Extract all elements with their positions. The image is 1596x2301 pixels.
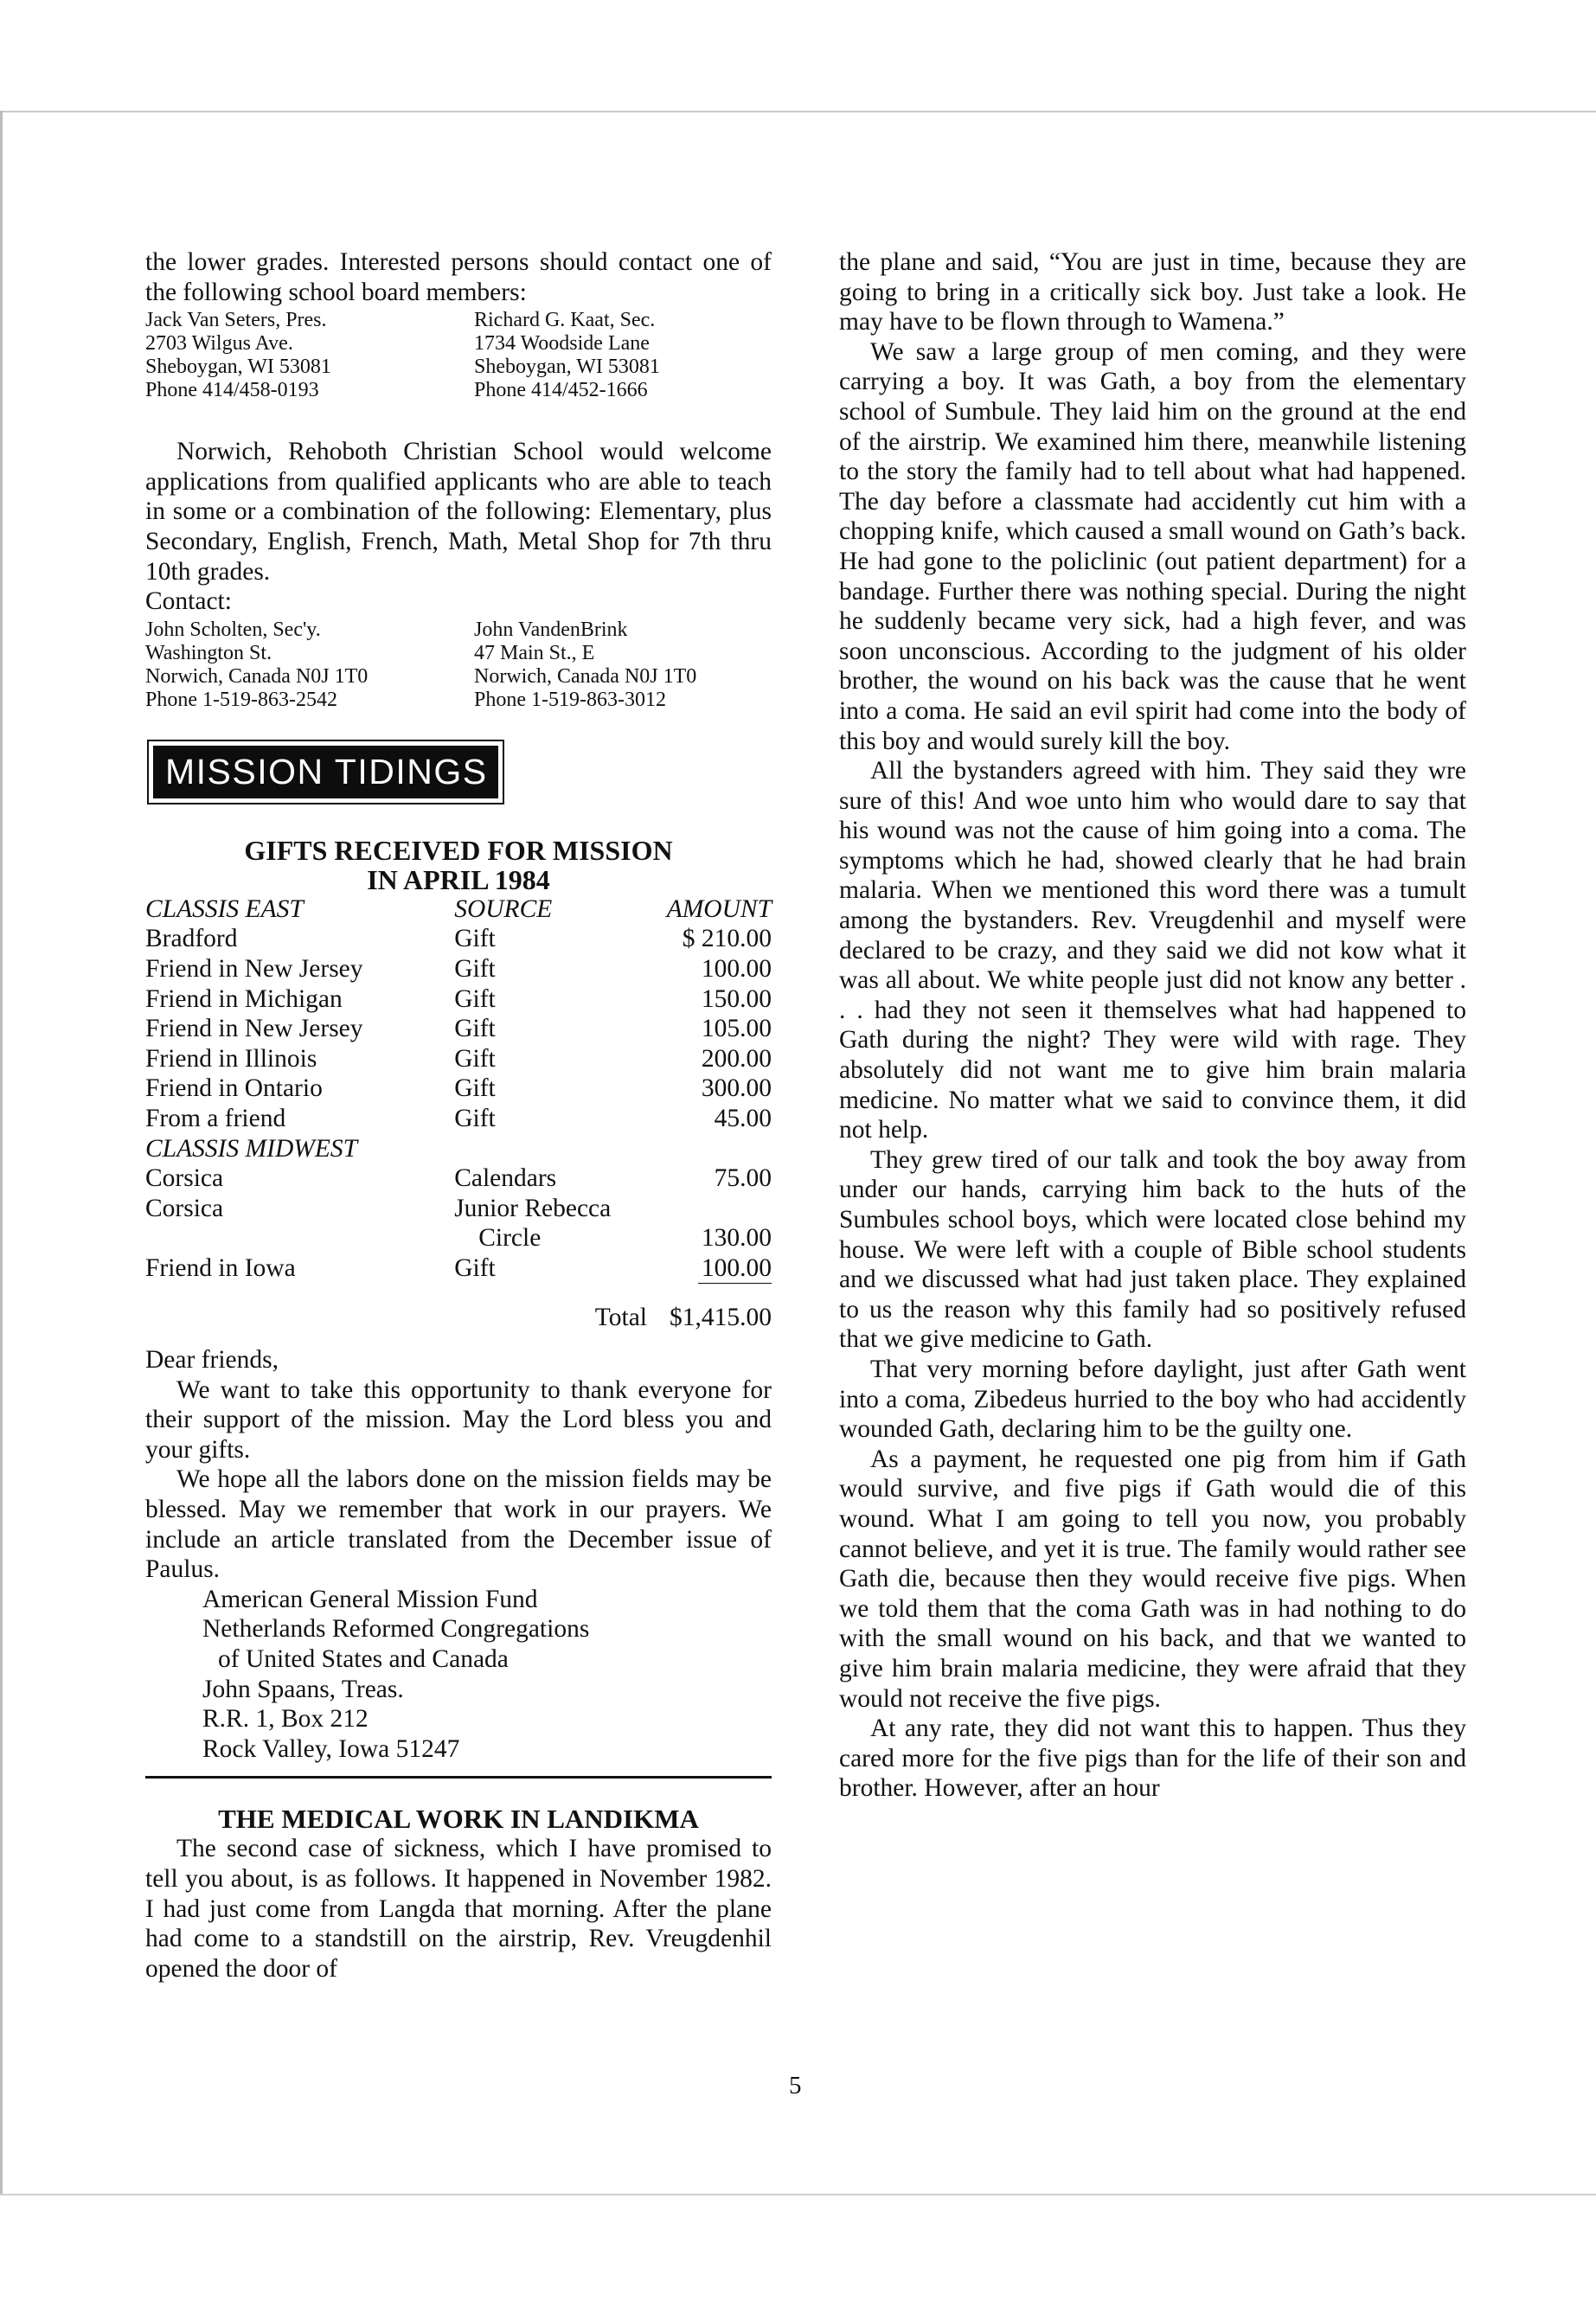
amount: 105.00 — [701, 1015, 772, 1043]
table-row — [145, 1223, 772, 1253]
donor: Corsica — [145, 1164, 224, 1193]
signature-line: of United States and Canada — [218, 1645, 509, 1673]
source: Calendars — [454, 1164, 557, 1193]
table-header-row — [145, 894, 772, 925]
classis-midwest-heading: CLASSIS MIDWEST — [145, 1134, 358, 1163]
source: Gift — [454, 925, 496, 953]
donor: Friend in New Jersey — [145, 954, 363, 983]
table-row — [145, 1253, 772, 1285]
left-column — [145, 247, 772, 1984]
sheboygan-contacts — [145, 309, 772, 402]
contact-street: Washington St. — [145, 641, 272, 664]
source: Gift — [454, 1044, 496, 1073]
amount: $ 210.00 — [682, 925, 772, 953]
amount: 300.00 — [701, 1074, 772, 1103]
donor: From a friend — [145, 1104, 286, 1132]
donor: Friend in New Jersey — [145, 1015, 363, 1043]
scan-top-rule — [0, 111, 1596, 112]
banner-label: MISSION TIDINGS — [153, 746, 498, 798]
header-source: SOURCE — [454, 894, 553, 923]
contact-name: John VandenBrink — [474, 618, 628, 641]
source: Junior Rebecca — [454, 1194, 612, 1222]
table-row — [145, 954, 772, 984]
mission-tidings-banner — [145, 740, 772, 804]
classis-midwest-row — [145, 1134, 772, 1164]
salutation: Dear friends, — [145, 1346, 279, 1375]
article-paragraph: That very morning before daylight, just after Gath went into a coma, Zibedeus hurried to the boy who had accidently wounded Gath, declaring him to be the guilty one. — [839, 1355, 1466, 1444]
article-paragraph: At any rate, they did not want this to happen. Thus they cared more for the five pigs than for the life of their son and brother. However, after an hour — [839, 1715, 1466, 1803]
norwich-contacts — [145, 619, 772, 712]
total-amount: $1,415.00 — [670, 1304, 772, 1332]
source: Circle — [478, 1224, 542, 1253]
table-row — [145, 1104, 772, 1134]
amount: 100.00 — [701, 954, 772, 983]
contact-city: Norwich, Canada N0J 1T0 — [474, 664, 697, 688]
gifts-title-line1: GIFTS RECEIVED FOR MISSION — [244, 834, 673, 866]
amount: 200.00 — [701, 1044, 772, 1073]
amount: 75.00 — [714, 1164, 772, 1193]
donor: Corsica — [145, 1194, 224, 1222]
table-row — [145, 1163, 772, 1194]
donor — [145, 1223, 454, 1253]
right-column — [839, 247, 1466, 1804]
signature-line: Rock Valley, Iowa 51247 — [202, 1734, 460, 1763]
source: Gift — [454, 1074, 496, 1103]
table-row — [145, 1044, 772, 1074]
amount: 45.00 — [714, 1104, 772, 1132]
contact-phone: Phone 414/458-0193 — [145, 379, 319, 402]
contact-street: 47 Main St., E — [474, 641, 595, 664]
donor: Friend in Ontario — [145, 1074, 323, 1103]
medical-title: THE MEDICAL WORK IN LANDIKMA — [218, 1804, 699, 1835]
contact-label: Contact: — [145, 587, 232, 616]
contact-phone: Phone 414/452-1666 — [474, 379, 648, 402]
article-paragraph: They grew tired of our talk and took the boy away from under our hands, carrying him back to the huts of the Sumbules school boys, which were located close behind my house. We were left with a couple of Bible school students and we discussed what had just taken place. They explained to us the reason why this family had so positively refused that we give medicine to Gath. — [839, 1145, 1466, 1354]
article-paragraph: We saw a large group of men coming, and they were carrying a boy. It was Gath, a boy from the elementary school of Sumbule. They laid him on the ground at the end of the airstrip. We examined him there, meanwhile listening to the story the family had to tell about what had happened. The day before a classmate had accidently cut him with a chopping knife, which caused a small wound on Gath’s back. He had gone to the policlinic (out patient department) for a bandage. Further there was nothing special. During the night he suddenly became very sick, had a high fever, and was soon unconscious. According to the judgment of his older brother, the wound on his back was the cause that he went into a coma. He said an evil spirit had come into the body of this boy and would surely kill the boy. — [839, 337, 1466, 755]
contact-phone: Phone 1-519-863-2542 — [145, 688, 337, 711]
amount: 100.00 — [698, 1253, 772, 1285]
scan-left-edge — [0, 111, 3, 2195]
source: Gift — [454, 1104, 496, 1132]
contact-phone: Phone 1-519-863-3012 — [474, 688, 666, 711]
donor: Bradford — [145, 925, 238, 953]
medical-paragraph-1: The second case of sickness, which I have promised to tell you about, is as follows. It happened in November 1982. I had just come from Langda that morning. After the plane had come to a standstill on the airstrip, Rev. Vreugdenhil opened the door of — [145, 1835, 772, 1983]
donor: Friend in Michigan — [145, 984, 343, 1013]
signature-block — [145, 1585, 772, 1765]
section-divider — [145, 1776, 772, 1779]
table-row — [145, 984, 772, 1015]
letter-paragraph-1: We want to take this opportunity to thank everyone for their support of the mission. May the Lord bless you and your gifts. — [145, 1375, 772, 1464]
donor: Friend in Iowa — [145, 1253, 296, 1282]
article-paragraph: All the bystanders agreed with him. They said they wre sure of this! And woe unto him who would dare to say that his wound was not the cause of him going into a coma. The symptoms which he had, showed clearly that he had brain malaria. When we mentioned this word there was a tumult among the bystanders. Rev. Vreugdenhil and myself were declared to be crazy, and they said we did not kow what it was all about. We white people just did not know any better . . . had they not seen it themselves what had happened to Gath during the night? They were wild with rage. They absolutely did not want me to give him brain malaria medicine. No matter what we said to convince them, it did not help. — [839, 757, 1466, 1144]
gifts-title-line2: IN APRIL 1984 — [367, 863, 550, 895]
contact-city: Sheboygan, WI 53081 — [474, 356, 660, 379]
header-classis-east: CLASSIS EAST — [145, 894, 304, 923]
source: Gift — [454, 1015, 496, 1043]
signature-line: R.R. 1, Box 212 — [202, 1705, 369, 1734]
source: Gift — [454, 984, 496, 1013]
gifts-table — [145, 894, 772, 1285]
header-amount: AMOUNT — [666, 894, 772, 923]
contact-name: Jack Van Seters, Pres. — [145, 309, 327, 332]
source: Gift — [454, 1253, 496, 1282]
table-row — [145, 1194, 772, 1224]
table-row — [145, 924, 772, 954]
amount: 150.00 — [701, 984, 772, 1013]
scan-bottom-rule — [0, 2194, 1596, 2195]
gifts-title — [145, 836, 772, 894]
contact-city: Sheboygan, WI 53081 — [145, 356, 331, 379]
signature-line: John Spaans, Treas. — [202, 1675, 404, 1703]
donor: Friend in Illinois — [145, 1044, 317, 1073]
total-row — [145, 1303, 772, 1333]
total-label: Total — [594, 1304, 647, 1332]
contact-street: 2703 Wilgus Ave. — [145, 332, 293, 356]
table-row — [145, 1014, 772, 1044]
article-paragraph: the plane and said, “You are just in time, because they are going to bring in a critically sick boy. Just take a look. He may have to be flown through to Wamena.” — [839, 248, 1466, 336]
contact-street: 1734 Woodside Lane — [474, 332, 650, 356]
source: Gift — [454, 954, 496, 983]
amount — [667, 1194, 772, 1224]
letter-paragraph-2: We hope all the labors done on the mission fields may be blessed. May we remember that work in our prayers. We include an article translated from the December issue of Paulus. — [145, 1465, 772, 1584]
norwich-paragraph: Norwich, Rehoboth Christian School would welcome applications from qualified applicants who are able to teach in some or a combination of the following: Elementary, plus Secondary, English, French, Math, Metal Shop for 7th thru 10th grades. — [145, 438, 772, 586]
contact-name: Richard G. Kaat, Sec. — [474, 309, 656, 332]
contact-name: John Scholten, Sec'y. — [145, 618, 321, 641]
contact-city: Norwich, Canada N0J 1T0 — [145, 664, 369, 688]
page-number: 5 — [789, 2072, 802, 2099]
amount: 130.00 — [701, 1224, 772, 1253]
article-paragraph: As a payment, he requested one pig from him if Gath would survive, and five pigs if Gath would die of this wound. What I am going to tell you now, you probably cannot believe, and yet it is true. The family would rather see Gath die, because then they would receive five pigs. When we told them that the coma Gath was in had nothing to do with the small wound on his back, and that we wanted to give him brain malaria medicine, they were afraid that they would not receive the five pigs. — [839, 1445, 1466, 1713]
signature-line: American General Mission Fund — [202, 1585, 538, 1613]
table-row — [145, 1074, 772, 1104]
signature-line: Netherlands Reformed Congregations — [202, 1615, 590, 1644]
intro-paragraph: the lower grades. Interested persons should contact one of the following school board members: — [145, 248, 772, 306]
